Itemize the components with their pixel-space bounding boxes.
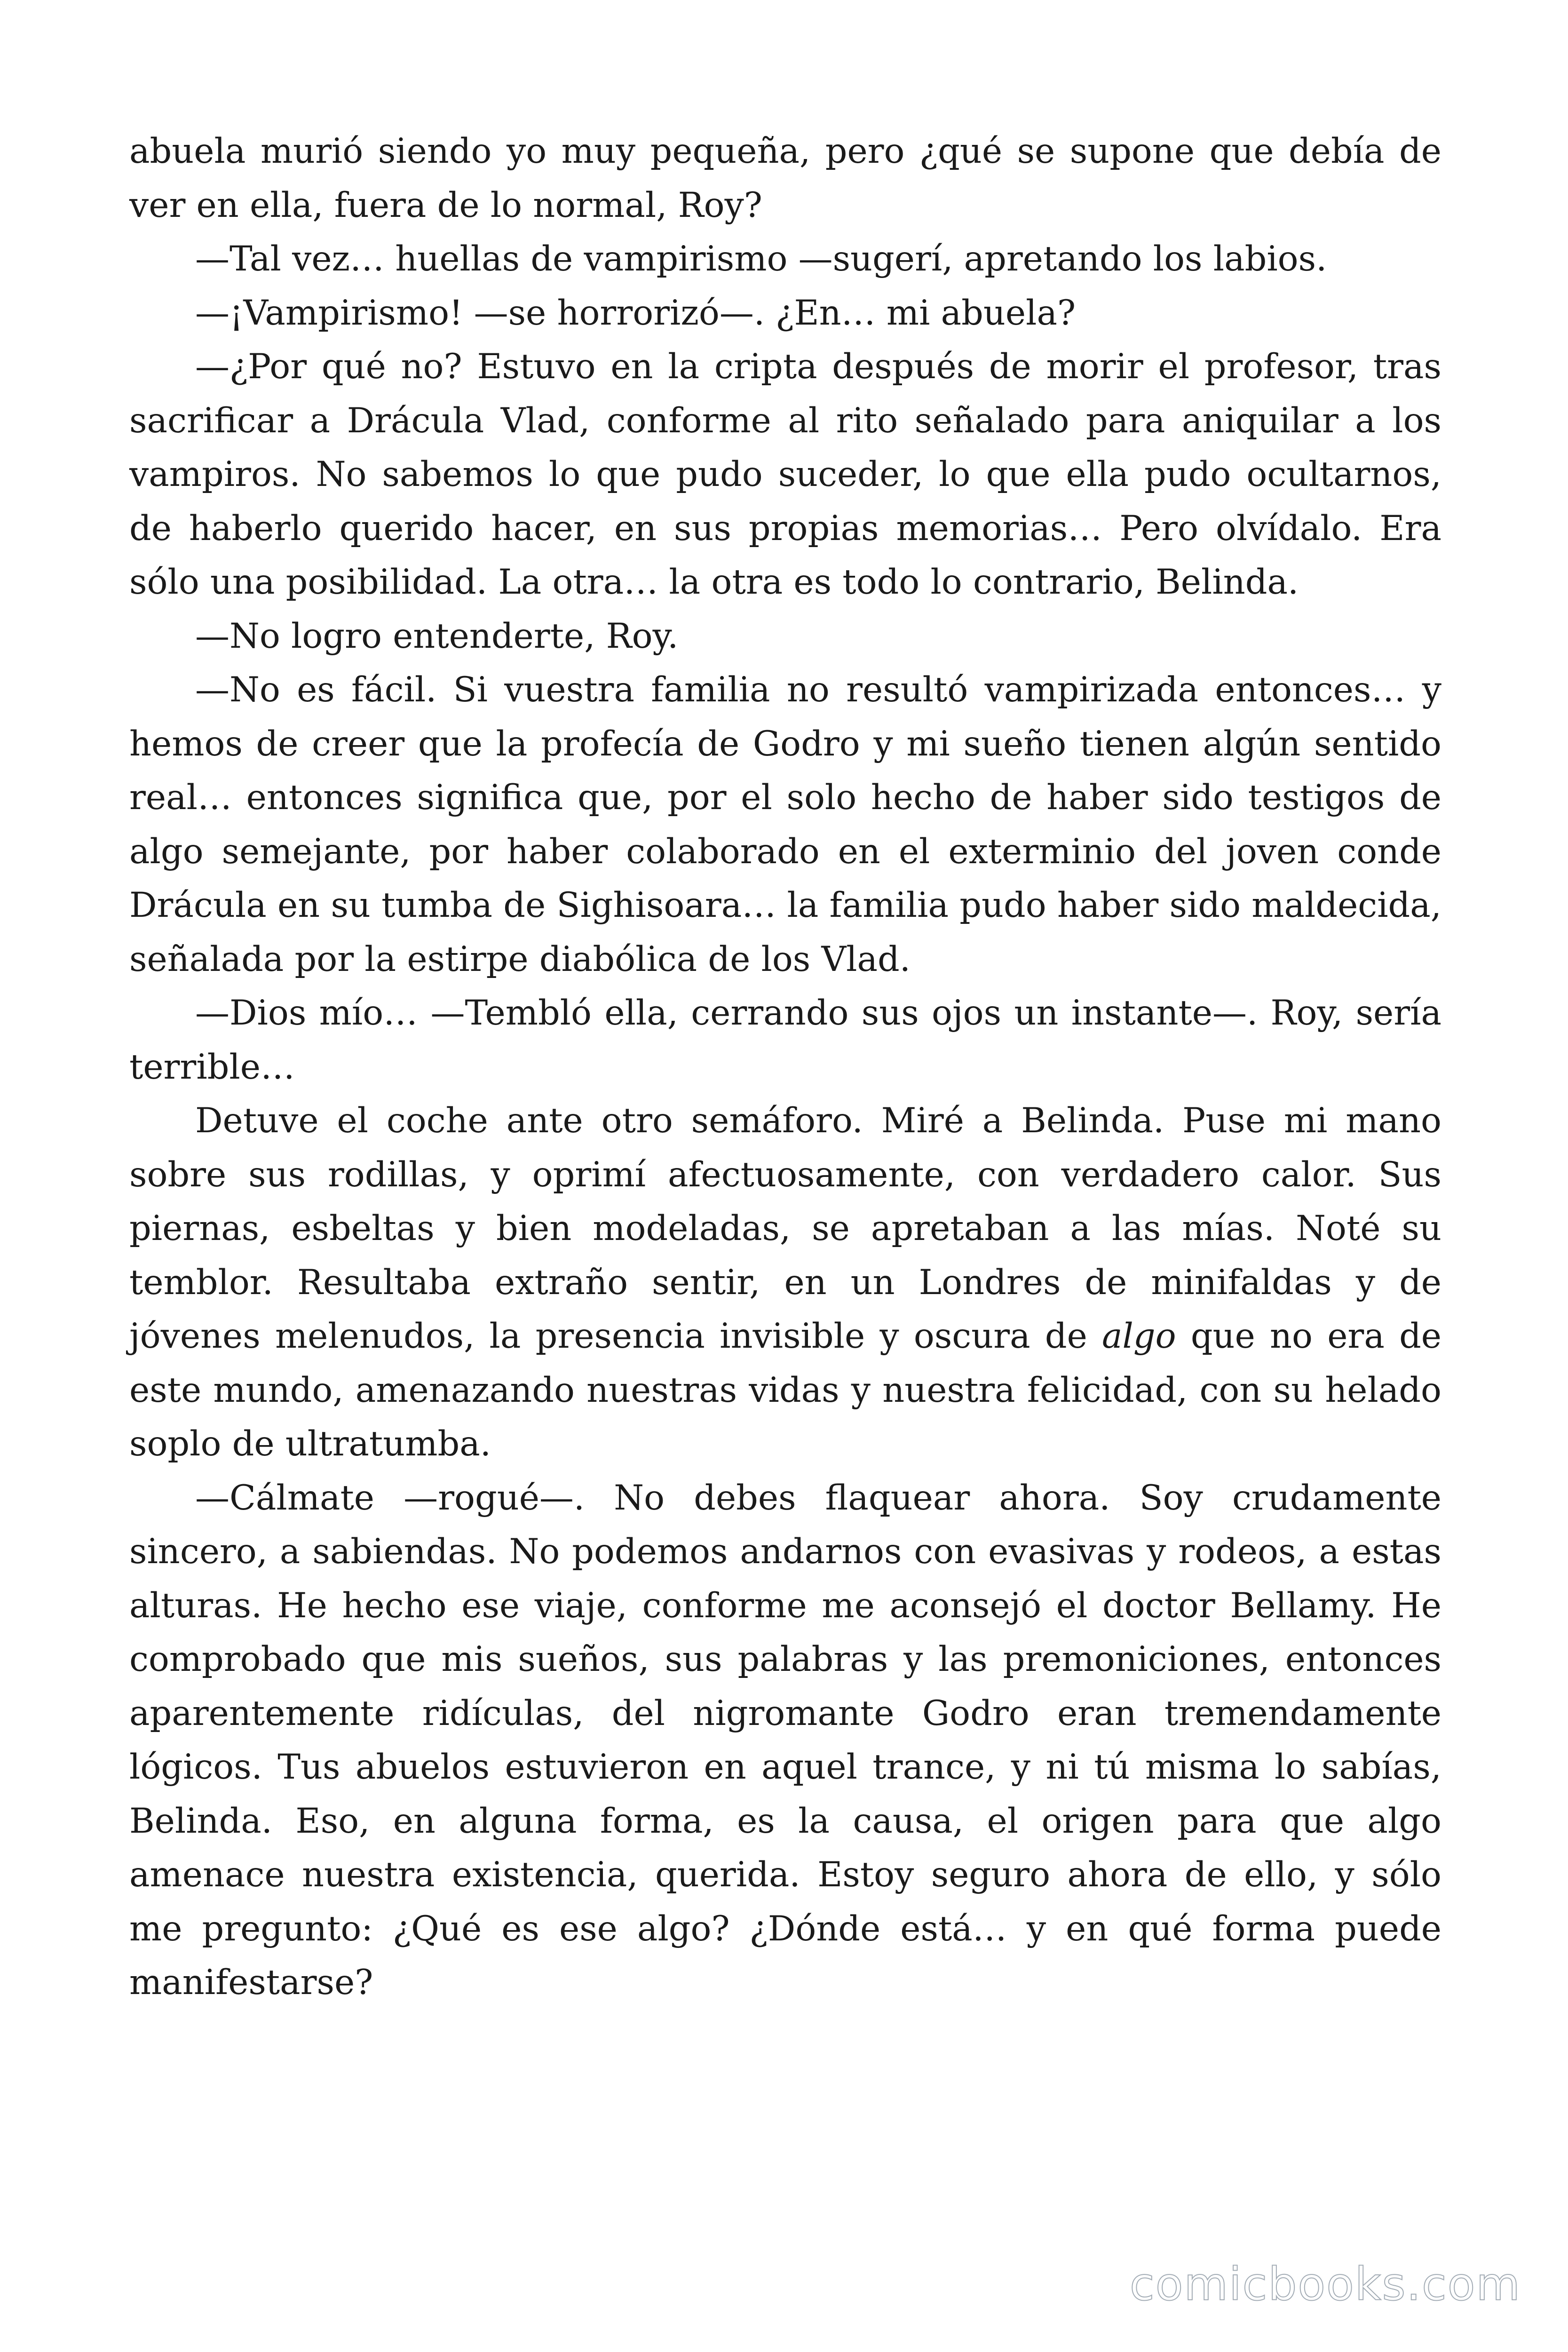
paragraph: —No logro entenderte, Roy. [195, 616, 679, 656]
paragraph: —¡Vampirismo! —se horrorizó—. ¿En… mi abuela? [195, 293, 1076, 333]
book-page-text [129, 125, 1441, 2010]
paragraph: abuela murió siendo yo muy pequeña, pero ¿qué se supone que debía de ver en ella, fuera de lo normal, Roy? [129, 131, 1441, 225]
paragraph: —Dios mío… —Tembló ella, cerrando sus ojos un instante—. Roy, sería terrible… [129, 993, 1441, 1087]
paragraph [129, 1094, 1441, 1471]
italic-emphasis: algo [1102, 1316, 1176, 1356]
watermark: comicbooks.com [1129, 2258, 1521, 2311]
paragraph-text-after: que no era de este mundo, amenazando nuestras vidas y nuestra felicidad, con su helado soplo de ultratumba. [129, 1316, 1442, 1464]
paragraph: —¿Por qué no? Estuvo en la cripta después de morir el profesor, tras sacrificar a Drácula Vlad, conforme al rito señalado para aniquilar a los vampiros. No sabemos lo que pudo suceder, lo que ella pudo ocultarnos, de haberlo querido hacer, en sus propias memorias… Pero olvídalo. Era sólo una posibilidad. La otra… la otra es todo lo contrario, Belinda. [129, 347, 1441, 602]
paragraph: —No es fácil. Si vuestra familia no resultó vampirizada entonces… y hemos de creer que la profecía de Godro y mi sueño tienen algún sentido real… entonces significa que, por el solo hecho de haber sido testigos de algo semejante, por haber colaborado en el exterminio del joven conde Drácula en su tumba de Sighisoara… la familia pudo haber sido maldecida, señalada por la estirpe diabólica de los Vlad. [129, 670, 1441, 979]
paragraph-text-before: Detuve el coche ante otro semáforo. Miré a Belinda. Puse mi mano sobre sus rodillas, y oprimí afectuosamente, con verdadero calor. Sus piernas, esbeltas y bien modeladas, se apretaban a las mías. Noté su temblor. Resultaba extraño sentir, en un Londres de minifaldas y de jóvenes melenudos, la presencia invisible y oscura de [129, 1101, 1441, 1356]
paragraph: —Tal vez… huellas de vampirismo —sugerí, apretando los labios. [195, 239, 1327, 279]
paragraph: —Cálmate —rogué—. No debes flaquear ahora. Soy crudamente sincero, a sabiendas. No podemos andarnos con evasivas y rodeos, a estas alturas. He hecho ese viaje, conforme me aconsejó el doctor Bellamy. He comprobado que mis sueños, sus palabras y las premoniciones, entonces aparentemente ridículas, del nigromante Godro eran tremendamente lógicos. Tus abuelos estuvieron en aquel trance, y ni tú misma lo sabías, Belinda. Eso, en alguna forma, es la causa, el origen para que algo amenace nuestra existencia, querida. Estoy seguro ahora de ello, y sólo me pregunto: ¿Qué es ese algo? ¿Dónde está… y en qué forma puede manifestarse? [129, 1478, 1441, 2002]
